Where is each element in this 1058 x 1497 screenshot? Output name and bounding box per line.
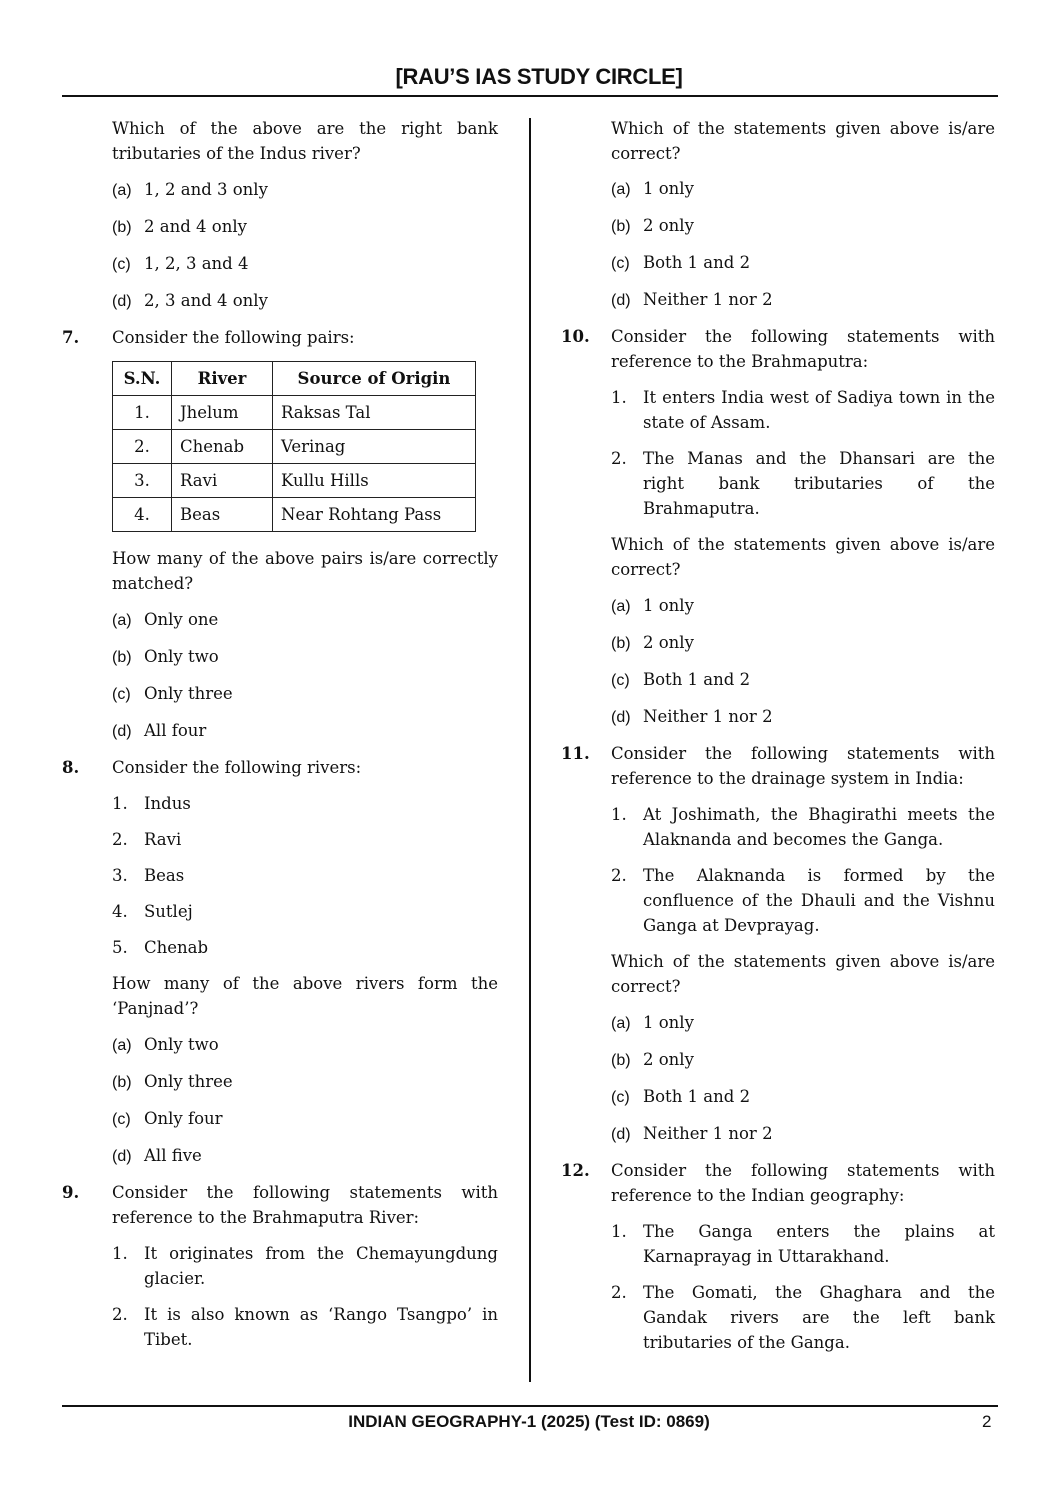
option-text: 2 only [643, 633, 694, 652]
item-text: Beas [144, 866, 185, 885]
table-cell: Near Rohtang Pass [273, 498, 476, 532]
item-text: The Alaknanda is formed by the confluence of the Dhauli and the Vishnu Ganga at Devprayag. [643, 866, 995, 935]
option-text: Only two [144, 1035, 219, 1054]
option-letter: (a) [112, 612, 132, 629]
question-stem: Which of the statements given above is/are correct? [611, 535, 995, 579]
option-letter: (b) [112, 1074, 132, 1091]
item-number: 3. [112, 866, 128, 885]
table-header: S.N. [113, 362, 172, 396]
footer-rule [62, 1405, 998, 1407]
right-column [561, 116, 995, 1366]
table-cell: Kullu Hills [273, 464, 476, 498]
table-row [113, 464, 476, 498]
question-stem: Which of the statements given above is/are correct? [611, 119, 995, 163]
option-letter: (a) [611, 598, 631, 615]
item-number: 2. [611, 449, 627, 468]
options-q8 [62, 1032, 498, 1169]
question-number: 8. [62, 758, 80, 777]
question-number: 11. [561, 744, 590, 763]
options-q6 [62, 177, 498, 314]
list-item [62, 863, 498, 888]
answer-option [62, 214, 498, 240]
table-cell: Beas [172, 498, 273, 532]
question-8 [62, 755, 498, 780]
item-number: 1. [611, 388, 627, 407]
table-cell: Jhelum [172, 396, 273, 430]
answer-option [62, 644, 498, 670]
option-letter: (c) [611, 1089, 630, 1106]
item-number: 2. [112, 830, 128, 849]
list-item [62, 791, 498, 816]
answer-option [62, 1069, 498, 1095]
option-text: 2 and 4 only [144, 217, 247, 236]
answer-option [62, 288, 498, 314]
table-header: Source of Origin [273, 362, 476, 396]
item-text: The Gomati, the Ghaghara and the Gandak rivers are the left bank tributaries of the Ganga. [643, 1283, 995, 1352]
header-rule [62, 95, 998, 97]
list-item [62, 899, 498, 924]
answer-option [561, 1121, 995, 1147]
pairs-table [112, 361, 476, 532]
question-10 [561, 324, 995, 374]
table-cell: Ravi [172, 464, 273, 498]
table-cell: Chenab [172, 430, 273, 464]
item-number: 1. [112, 794, 128, 813]
answer-option [561, 213, 995, 239]
list-item [62, 935, 498, 960]
list-item [561, 385, 995, 435]
table-row [113, 498, 476, 532]
question-stem: How many of the above rivers form the ‘Panjnad’? [112, 974, 498, 1018]
option-letter: (d) [112, 1148, 132, 1165]
answer-option [561, 593, 995, 619]
question-text: Consider the following pairs: [112, 328, 355, 347]
option-text: Both 1 and 2 [643, 253, 751, 272]
item-number: 1. [112, 1244, 128, 1263]
left-column [62, 116, 498, 1363]
question-number: 7. [62, 328, 80, 347]
options-q11 [561, 1010, 995, 1147]
option-letter: (a) [112, 1037, 132, 1054]
options-q9 [561, 176, 995, 313]
option-text: 2, 3 and 4 only [144, 291, 268, 310]
option-text: Neither 1 nor 2 [643, 290, 773, 309]
option-text: 1 only [643, 179, 694, 198]
question-12 [561, 1158, 995, 1208]
table-header: River [172, 362, 273, 396]
answer-option [561, 667, 995, 693]
question-stem: Which of the statements given above is/are correct? [611, 952, 995, 996]
answer-option [62, 607, 498, 633]
item-number: 4. [112, 902, 128, 921]
option-text: 2 only [643, 1050, 694, 1069]
table-cell: Verinag [273, 430, 476, 464]
question-text: Consider the following rivers: [112, 758, 362, 777]
option-text: Neither 1 nor 2 [643, 1124, 773, 1143]
option-text: Only three [144, 1072, 233, 1091]
option-letter: (d) [611, 709, 631, 726]
answer-option [561, 1047, 995, 1073]
question-text: Consider the following statements with reference to the Brahmaputra: [611, 327, 995, 371]
question-text: Consider the following statements with reference to the Brahmaputra River: [112, 1183, 498, 1227]
item-text: Indus [144, 794, 191, 813]
item-text: It enters India west of Sadiya town in the state of Assam. [643, 388, 995, 432]
page-header: [RAU’S IAS STUDY CIRCLE] [395, 64, 683, 89]
option-letter: (d) [611, 292, 631, 309]
answer-option [561, 630, 995, 656]
table-cell: 1. [113, 396, 172, 430]
items-q11 [561, 802, 995, 938]
option-text: Only three [144, 684, 233, 703]
list-item [561, 863, 995, 938]
options-q10 [561, 593, 995, 730]
option-letter: (d) [611, 1126, 631, 1143]
answer-option [62, 1143, 498, 1169]
option-text: Both 1 and 2 [643, 670, 751, 689]
answer-option [561, 176, 995, 202]
table-cell: Raksas Tal [273, 396, 476, 430]
table-header-row [113, 362, 476, 396]
question-7 [62, 325, 498, 350]
answer-option [62, 681, 498, 707]
answer-option [62, 251, 498, 277]
question-stem: Which of the above are the right bank tributaries of the Indus river? [112, 119, 498, 163]
option-text: 1, 2 and 3 only [144, 180, 268, 199]
list-item [561, 1219, 995, 1269]
options-q7 [62, 607, 498, 744]
option-letter: (c) [112, 1111, 131, 1128]
option-text: All four [144, 721, 207, 740]
answer-option [62, 177, 498, 203]
question-11 [561, 741, 995, 791]
item-text: The Manas and the Dhansari are the right bank tributaries of the Brahmaputra. [643, 449, 995, 518]
option-text: Only four [144, 1109, 223, 1128]
option-letter: (b) [611, 635, 631, 652]
item-text: Sutlej [144, 902, 193, 921]
question-number: 10. [561, 327, 590, 346]
question-number: 9. [62, 1183, 80, 1202]
answer-option [561, 250, 995, 276]
option-letter: (b) [112, 649, 132, 666]
item-text: At Joshimath, the Bhagirathi meets the Alaknanda and becomes the Ganga. [643, 805, 995, 849]
table-row [113, 430, 476, 464]
page-number: 2 [982, 1412, 992, 1431]
list-item [62, 827, 498, 852]
table-cell: 3. [113, 464, 172, 498]
item-number: 1. [611, 805, 627, 824]
items-q8 [62, 791, 498, 960]
answer-option [62, 718, 498, 744]
column-divider [529, 118, 531, 1382]
list-item [561, 446, 995, 521]
answer-option [561, 1084, 995, 1110]
option-text: 1 only [643, 596, 694, 615]
table-cell: 4. [113, 498, 172, 532]
list-item [62, 1302, 498, 1352]
option-letter: (c) [611, 672, 630, 689]
item-text: It is also known as ‘Rango Tsangpo’ in Tibet. [144, 1305, 498, 1349]
option-text: 2 only [643, 216, 694, 235]
question-9 [62, 1180, 498, 1230]
option-letter: (b) [611, 1052, 631, 1069]
option-text: Only one [144, 610, 219, 629]
option-letter: (a) [112, 182, 132, 199]
question-text: Consider the following statements with reference to the drainage system in India: [611, 744, 995, 788]
list-item [561, 1280, 995, 1355]
answer-option [62, 1032, 498, 1058]
answer-option [62, 1106, 498, 1132]
option-letter: (c) [112, 686, 131, 703]
table-row [113, 396, 476, 430]
items-q10 [561, 385, 995, 521]
item-number: 2. [611, 866, 627, 885]
option-text: All five [144, 1146, 202, 1165]
option-text: Neither 1 nor 2 [643, 707, 773, 726]
items-q12 [561, 1219, 995, 1355]
option-letter: (c) [611, 255, 630, 272]
question-number: 12. [561, 1161, 590, 1180]
table-cell: 2. [113, 430, 172, 464]
question-text: Consider the following statements with reference to the Indian geography: [611, 1161, 995, 1205]
option-letter: (a) [611, 1015, 631, 1032]
item-number: 2. [112, 1305, 128, 1324]
option-text: Only two [144, 647, 219, 666]
answer-option [561, 1010, 995, 1036]
option-letter: (b) [112, 219, 132, 236]
option-letter: (a) [611, 181, 631, 198]
item-number: 5. [112, 938, 128, 957]
footer-title: INDIAN GEOGRAPHY-1 (2025) (Test ID: 0869) [348, 1412, 710, 1431]
option-text: 1, 2, 3 and 4 [144, 254, 249, 273]
option-text: 1 only [643, 1013, 694, 1032]
question-stem: How many of the above pairs is/are correctly matched? [112, 549, 498, 593]
answer-option [561, 704, 995, 730]
option-letter: (d) [112, 723, 132, 740]
item-text: Ravi [144, 830, 182, 849]
option-letter: (c) [112, 256, 131, 273]
item-number: 2. [611, 1283, 627, 1302]
list-item [561, 802, 995, 852]
item-text: The Ganga enters the plains at Karnaprayag in Uttarakhand. [643, 1222, 995, 1266]
option-text: Both 1 and 2 [643, 1087, 751, 1106]
item-text: It originates from the Chemayungdung glacier. [144, 1244, 498, 1288]
option-letter: (d) [112, 293, 132, 310]
item-number: 1. [611, 1222, 627, 1241]
option-letter: (b) [611, 218, 631, 235]
item-text: Chenab [144, 938, 209, 957]
answer-option [561, 287, 995, 313]
items-q9 [62, 1241, 498, 1352]
list-item [62, 1241, 498, 1291]
